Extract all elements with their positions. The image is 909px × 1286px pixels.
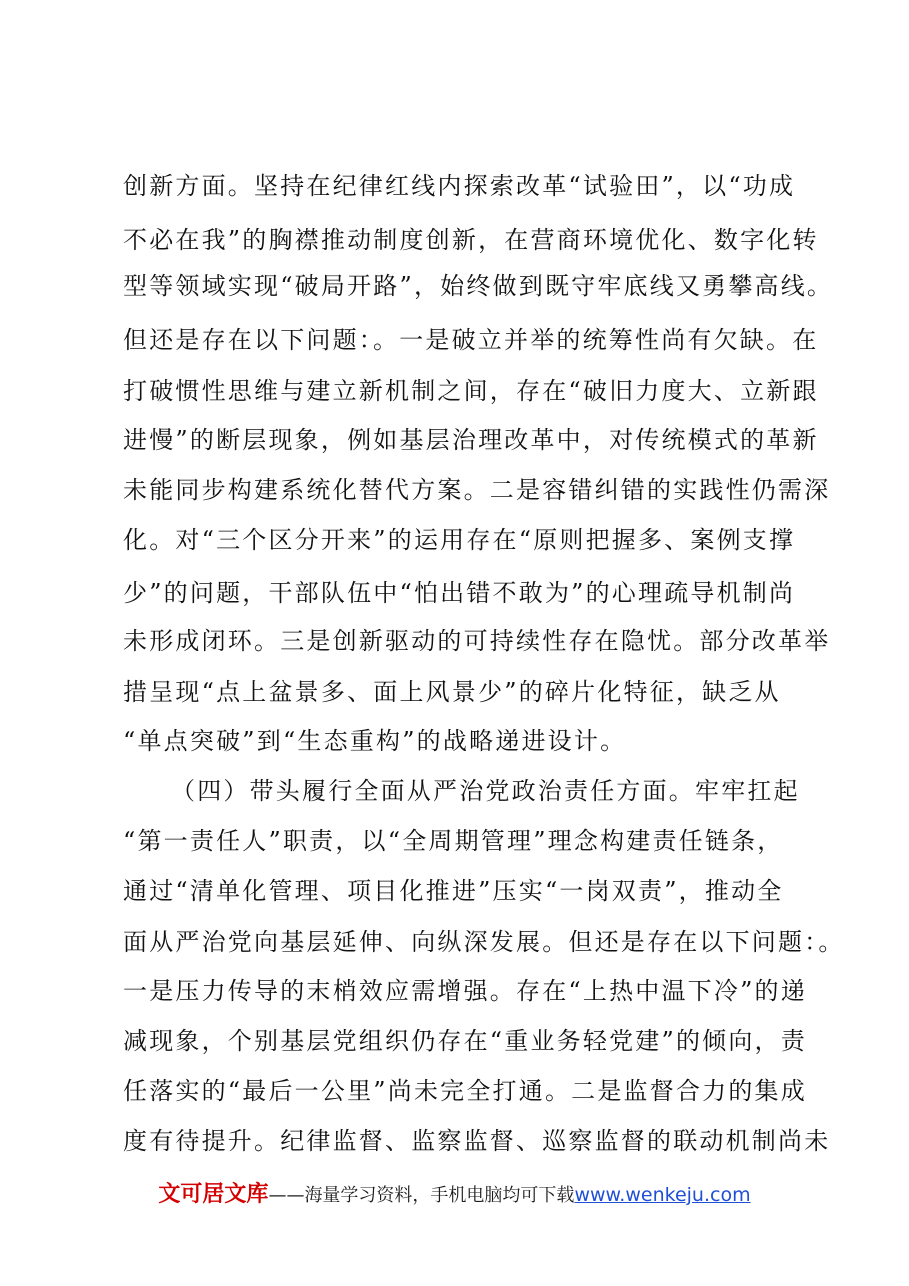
body-text-line: 减现象，个别基层党组织仍存在“重业务轻党建”的倾向，责 xyxy=(123,1027,807,1055)
body-text-line: 少”的问题，干部队伍中“怕出错不敢为”的心理疏导机制尚 xyxy=(123,579,796,607)
footer-link[interactable]: www.wenkeju.com xyxy=(574,1184,751,1206)
body-text-line: “单点突破”到“生态重构”的战略递进设计。 xyxy=(123,727,627,755)
body-text-line: 未形成闭环。三是创新驱动的可持续性存在隐忧。部分改革举 xyxy=(123,627,831,655)
body-text-line: 度有待提升。纪律监督、监察监督、巡察监督的联动机制尚未 xyxy=(123,1127,831,1155)
body-text-line: 型等领域实现“破局开路”，始终做到既守牢底线又勇攀高线。 xyxy=(123,272,834,300)
footer-slogan: ——海量学习资料，手机电脑均可下载 xyxy=(268,1185,575,1206)
body-text-line: 化。对“三个区分开来”的运用存在“原则把握多、案例支撑 xyxy=(123,526,796,554)
body-text-line: 打破惯性思维与建立新机制之间，存在“破旧力度大、立新跟 xyxy=(123,377,819,405)
body-text-line: 一是压力传导的末梢效应需增强。存在“上热中温下冷”的递 xyxy=(123,977,807,1005)
body-text-line: 通过“清单化管理、项目化推进”压实“一岗双责”，推动全 xyxy=(123,877,784,905)
body-text-line: 不必在我”的胸襟推动制度创新，在营商环境优化、数字化转 xyxy=(123,226,819,254)
body-text-line: 面从严治党向基层延伸、向纵深发展。但还是存在以下问题：。 xyxy=(123,928,845,956)
body-text-line: 未能同步构建系统化替代方案。二是容错纠错的实践性仍需深 xyxy=(123,476,831,504)
body-text-line: 创新方面。坚持在纪律红线内探索改革“试验田”，以“功成 xyxy=(123,172,796,200)
footer-watermark xyxy=(0,1183,909,1208)
body-text-line: 进慢”的断层现象，例如基层治理改革中，对传统模式的革新 xyxy=(123,426,819,454)
body-text-line: 措呈现“点上盆景多、面上风景少”的碎片化特征，缺乏从 xyxy=(123,678,781,706)
body-text-line: “第一责任人”职责，以“全周期管理”理念构建责任链条， xyxy=(123,827,784,855)
body-text-line: 任落实的“最后一公里”尚未完全打通。二是监督合力的集成 xyxy=(123,1077,807,1105)
section-heading-line: （四）带头履行全面从严治党政治责任方面。牢牢扛起 xyxy=(171,777,800,805)
footer-brand: 文可居文库 xyxy=(158,1182,269,1207)
body-text-line: 但还是存在以下问题：。一是破立并举的统筹性尚有欠缺。在 xyxy=(123,326,819,354)
